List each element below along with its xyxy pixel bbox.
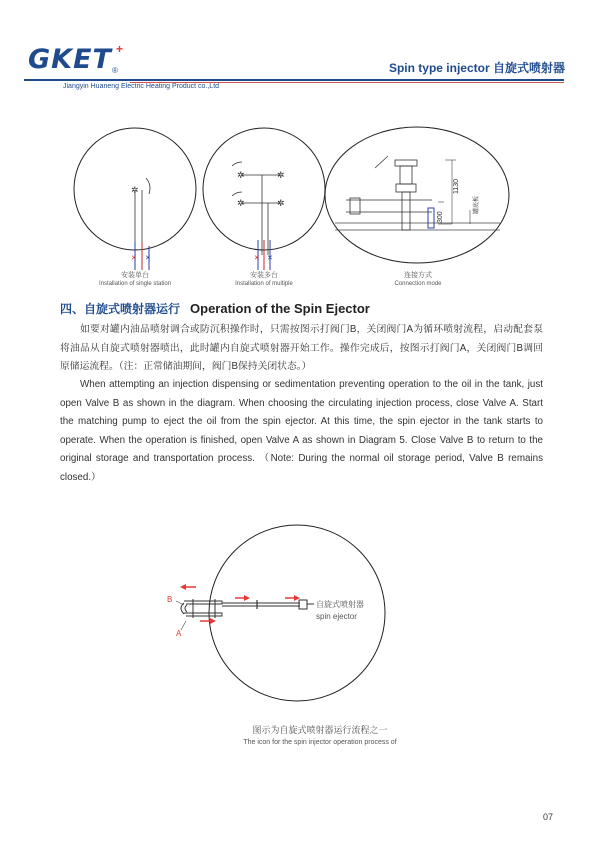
tank-bottom-label: 罐底板: [474, 195, 480, 214]
connection-detail-diagram: [325, 127, 509, 263]
svg-text:✕: ✕: [131, 255, 137, 262]
svg-text:✲: ✲: [277, 198, 285, 208]
svg-text:✲: ✲: [277, 170, 285, 180]
multiple-station-label: 安装多台 Installation of multiple: [235, 272, 293, 287]
section-heading-en: Operation of the Spin Ejector: [190, 301, 370, 316]
svg-text:✲: ✲: [131, 185, 139, 195]
ejector-label-cn: 自旋式喷射器: [316, 600, 364, 609]
paragraph-english: When attempting an injection dispensing or sedimentation preventing operation to the oil in the tank, just open Valve B as shown in the diagram. When choosing the circulating injection process, close Valve A. Start the matching pump to eject the oil from the spin ejector. At this time, the spin ejector in the tank starts to operate. When the operation is finished, open Valve A as shown in Diagram 5. Close Valve B to return to the original storage and transportation process. （Note: During the normal oil storage period, Valve B remains closed.）: [60, 379, 543, 483]
dim-height-label: 1130: [453, 178, 460, 194]
valve-a-label: A: [176, 629, 182, 638]
svg-text:✲: ✲: [237, 170, 245, 180]
section-heading: [60, 300, 370, 317]
logo-plus-mark: +: [116, 42, 124, 56]
connection-mode-label: 连接方式 Connection mode: [394, 272, 442, 287]
company-logo: GKET: [28, 44, 112, 75]
single-station-label: 安装单台 Installation of single station: [98, 272, 172, 287]
figure-caption-cn: 图示为自旋式喷射器运行流程之一: [252, 725, 388, 735]
page-number: 07: [543, 812, 554, 822]
operation-diagram: [0, 505, 600, 715]
svg-text:✕: ✕: [267, 255, 273, 262]
paragraph-chinese: 如要对罐内油品喷射调合或防沉积操作时，只需按图示打阀门B，关闭阀门A为循环喷射流程，启动配套泵将油品从自旋式喷射器喷出，此时罐内自旋式喷射器开始工作。操作完成后，按图示打阀门A，关闭阀门B调回原储运流程。（注：正常储油期间，阀门B保持关闭状态。）: [60, 324, 543, 372]
section-heading-cn: 四、自旋式喷射器运行: [60, 302, 181, 316]
header-divider: [24, 79, 564, 81]
svg-text:✲: ✲: [237, 198, 245, 208]
figure-caption: [150, 723, 490, 746]
figure-caption-en: The icon for the spin injector operation process of: [243, 739, 397, 746]
installation-diagrams: [0, 120, 600, 285]
single-station-diagram: [74, 128, 196, 270]
multiple-station-diagram: [203, 128, 325, 270]
product-title: Spin type injector 自旋式喷射器: [388, 61, 565, 75]
svg-text:✕: ✕: [254, 255, 260, 262]
valve-b-label: B: [167, 595, 173, 604]
company-name: Jiangyin Huaneng Electric Heating Product co.,Ltd: [63, 83, 220, 90]
ejector-label-en: spin ejector: [316, 612, 357, 621]
svg-text:✕: ✕: [145, 255, 151, 262]
dim-base-label: 300: [437, 211, 444, 223]
registered-mark: ®: [112, 66, 118, 75]
